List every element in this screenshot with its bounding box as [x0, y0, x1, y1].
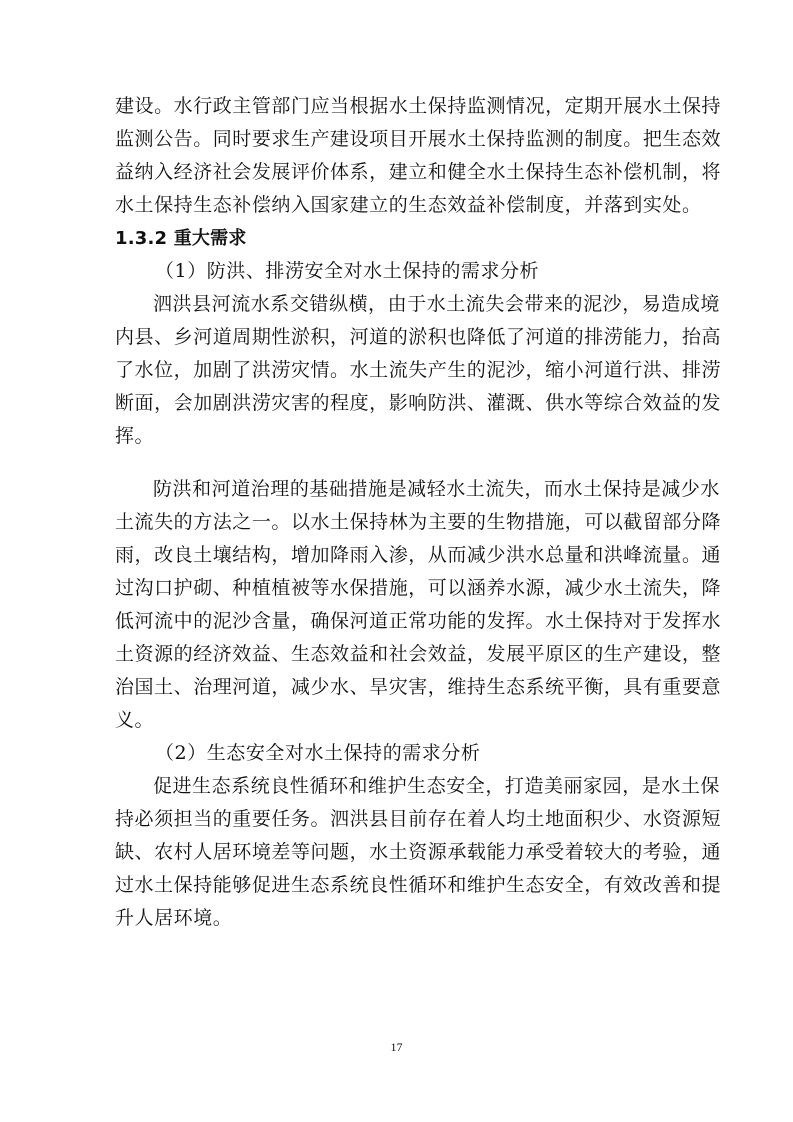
text-line: 建设。水行政主管部门应当根据水土保持监测情况，定期开展水土保持 — [115, 95, 722, 117]
text-line: 泗洪县河流水系交错纵横，由于水土流失会带来的泥沙，易造成境 — [153, 293, 720, 315]
text-line: 内县、乡河道周期性淤积，河道的淤积也降低了河道的排涝能力，抬高 — [115, 326, 722, 348]
subsection-2-paragraph-1 — [115, 770, 722, 935]
text-line: 持必须担当的重要任务。泗洪县目前存在着人均土地面积少、水资源短 — [115, 808, 722, 830]
text-line: 雨，改良土壤结构，增加降雨入渗，从而减少洪水总量和洪峰流量。通 — [115, 544, 722, 566]
text-line: 断面，会加剧洪涝灾害的程度，影响防洪、灌溉、供水等综合效益的发 — [115, 392, 722, 414]
text-line: 升人居环境。 — [115, 907, 233, 929]
text-line: 低河流中的泥沙含量，确保河道正常功能的发挥。水土保持对于发挥水 — [115, 610, 722, 632]
subsection-1-paragraph-2 — [115, 473, 722, 737]
text-line: 缺、农村人居环境差等问题，水土资源承载能力承受着较大的考验，通 — [115, 841, 722, 863]
text-line: 水土保持生态补偿纳入国家建立的生态效益补偿制度，并落到实处。 — [115, 194, 702, 216]
text-line: 义。 — [115, 709, 155, 731]
text-line: 防洪和河道治理的基础措施是减轻水土流失，而水土保持是减少水 — [153, 478, 720, 500]
text-line: 土流失的方法之一。以水土保持林为主要的生物措施，可以截留部分降 — [115, 511, 722, 533]
text-line: 土资源的经济效益、生态效益和社会效益，发展平原区的生产建设，整 — [115, 643, 722, 665]
text-line: 益纳入经济社会发展评价体系，建立和健全水土保持生态补偿机制，将 — [115, 161, 722, 183]
text-line: 过水土保持能够促进生态系统良性循环和维护生态安全，有效改善和提 — [115, 874, 722, 896]
text-line: 监测公告。同时要求生产建设项目开展水土保持监测的制度。把生态效 — [115, 128, 722, 150]
text-line: 促进生态系统良性循环和维护生态安全，打造美丽家园，是水土保 — [153, 775, 720, 797]
section-heading: 1.3.2 重大需求 — [115, 228, 247, 249]
subsection-1-title: （1）防洪、排涝安全对水土保持的需求分析 — [155, 260, 540, 282]
text-line: 治国土、治理河道，减少水、旱灾害，维持生态系统平衡，具有重要意 — [115, 676, 722, 698]
subsection-2-title: （2）生态安全对水土保持的需求分析 — [155, 742, 481, 764]
text-line: 挥。 — [115, 425, 155, 447]
paragraph-gap — [115, 453, 697, 473]
intro-paragraph — [115, 90, 722, 222]
page-number: 17 — [390, 1040, 403, 1054]
document-body — [115, 90, 722, 935]
subsection-1-paragraph-1 — [115, 288, 722, 453]
text-line: 了水位，加剧了洪涝灾情。水土流失产生的泥沙，缩小河道行洪、排涝 — [115, 359, 722, 381]
text-line: 过沟口护砌、种植植被等水保措施，可以涵养水源，减少水土流失，降 — [115, 577, 722, 599]
